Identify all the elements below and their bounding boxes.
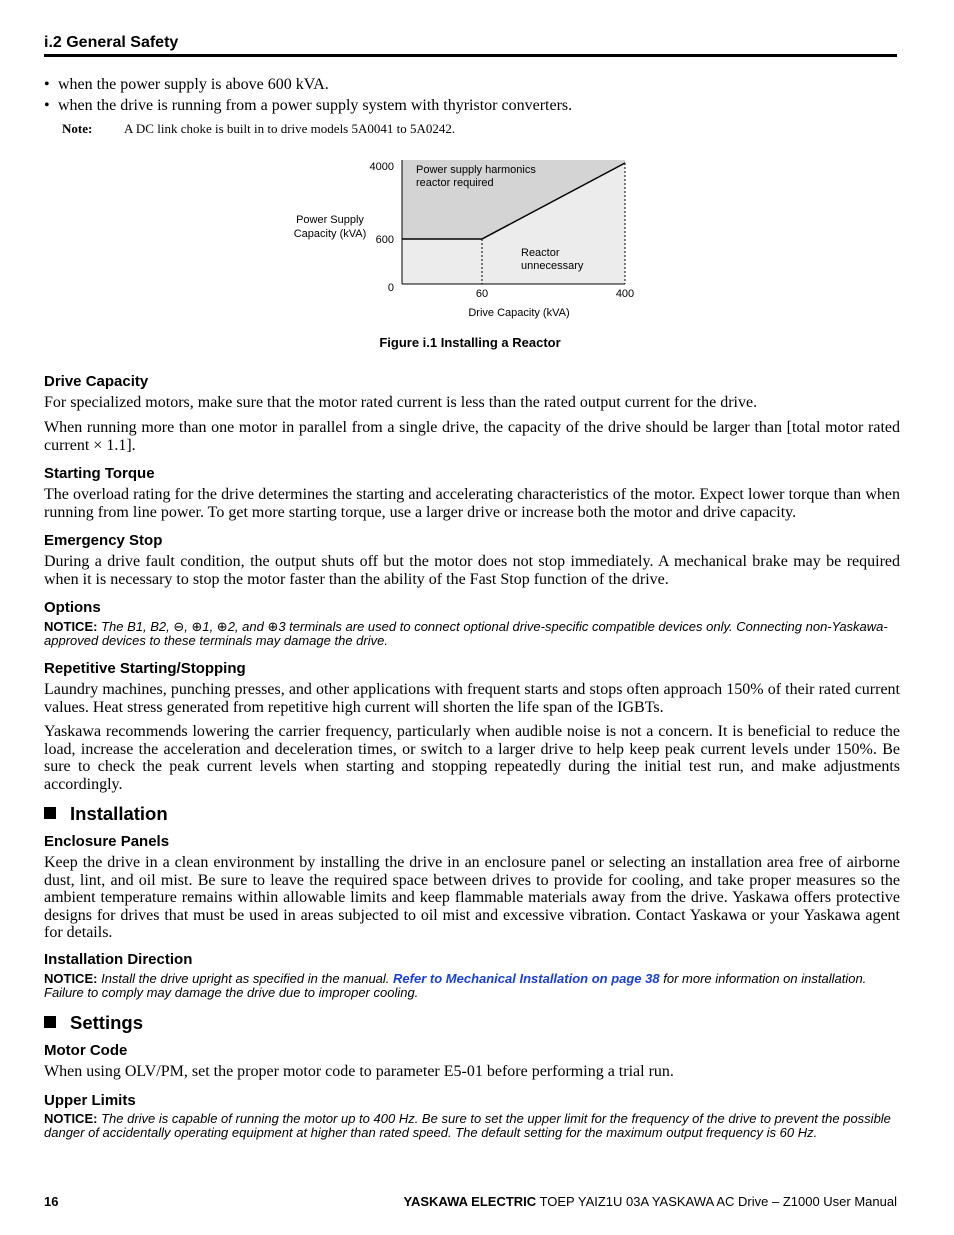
region-below-label-line2: unnecessary [521, 260, 584, 272]
footer-doc-info [404, 1194, 898, 1209]
heading-starting-torque: Starting Torque [44, 465, 155, 482]
paragraph: When using OLV/PM, set the proper motor code to parameter E5-01 before performing a trial run. [44, 1063, 674, 1080]
bullet-text: when the drive is running from a power supply system with thyristor converters. [58, 97, 573, 114]
y-tick-label-0: 0 [387, 282, 394, 294]
y-tick-label-4000: 4000 [369, 161, 394, 173]
notice-label: NOTICE: [44, 971, 98, 986]
heading-repetitive-starting-stopping: Repetitive Starting/Stopping [44, 660, 246, 677]
header-rule [44, 54, 897, 57]
y-axis-label-line2: Capacity (kVA) [293, 228, 367, 240]
paragraph: The overload rating for the drive determines the starting and accelerating characteristics of the motor. Expect lower torque than when running from line power. To get more starting torque, use a larger drive or increase both the motor and drive capacity. [44, 486, 900, 521]
notice-installation [44, 972, 900, 1000]
paragraph: During a drive fault condition, the output shuts off but the motor does not stop immediately. A mechanical brake may be required when it is necessary to stop the motor faster than the ability of the Fast Stop function of the drive. [44, 553, 900, 588]
y-axis-label-line1: Power Supply [296, 214, 364, 226]
paragraph: For specialized motors, make sure that the motor rated current is less than the rated output current for the drive. [44, 394, 758, 411]
x-tick-label-400: 400 [615, 288, 635, 300]
bullet-dot: • [44, 97, 50, 114]
heading-drive-capacity: Drive Capacity [44, 373, 149, 390]
bullet-item [44, 96, 572, 115]
heading-settings [44, 1012, 143, 1034]
footer-doc-title: TOEP YAIZ1U 03A YASKAWA AC Drive – Z1000 User Manual [539, 1194, 897, 1209]
mechanical-installation-link[interactable]: Refer to Mechanical Installation on page 38 [393, 971, 660, 986]
notice-text: The drive is capable of running the motor up to 400 Hz. Be sure to set the upper limit for the frequency of the drive to prevent the possible danger of accidentally operating equipment at higher than rated speed. The default setting for the maximum output frequency is 60 Hz. [44, 1111, 891, 1141]
heading-enclosure-panels: Enclosure Panels [44, 833, 170, 850]
section-header-title: i.2 General Safety [44, 34, 179, 51]
bullet-item [44, 75, 329, 94]
bullet-text: when the power supply is above 600 kVA. [58, 76, 329, 93]
notice-options [44, 620, 900, 648]
notice-upper-limits [44, 1112, 900, 1140]
page-number: 16 [44, 1194, 59, 1209]
notice-text: for more information on installation. Failure to comply may damage the drive due to improper cooling. [44, 971, 867, 1001]
heading-text: Installation [70, 803, 168, 824]
heading-installation [44, 803, 168, 825]
heading-installation-direction: Installation Direction [44, 951, 193, 968]
heading-motor-code: Motor Code [44, 1042, 128, 1059]
paragraph: When running more than one motor in parallel from a single drive, the capacity of the drive should be larger than [total motor rated current × 1.1]. [44, 419, 900, 454]
x-tick-label-60: 60 [475, 288, 489, 300]
heading-upper-limits: Upper Limits [44, 1092, 136, 1109]
figure-caption: Figure i.1 Installing a Reactor [379, 335, 561, 350]
x-axis-label: Drive Capacity (kVA) [468, 307, 570, 319]
paragraph: Laundry machines, punching presses, and other applications with frequent starts and stops often approach 150% of their rated current values. Heat stress generated from repetitive high current will shorten the life span of the IGBTs. [44, 681, 900, 716]
note-text: A DC link choke is built in to drive models 5A0041 to 5A0242. [124, 121, 456, 136]
region-below-label-line1: Reactor [521, 247, 560, 259]
region-above-label-line1: Power supply harmonics [416, 164, 536, 176]
paragraph: Keep the drive in a clean environment by installing the drive in an enclosure panel or selecting an installation area free of airborne dust, lint, and oil mist. Be sure to leave the required space between drives to provide for cooling, and take proper measures so the ambient temperature remains within allowable limits and keep flammable materials away from the drive. Yaskawa offers protective designs for drives that must be used in areas subjected to oil mist and excessive vibration. Contact Yaskawa or your Yaskawa agent for details. [44, 854, 900, 941]
heading-emergency-stop: Emergency Stop [44, 532, 163, 549]
y-tick-label-600: 600 [375, 234, 394, 246]
region-above-label-line2: reactor required [416, 177, 494, 189]
notice-text: Install the drive upright as specified in the manual. [101, 971, 390, 986]
note-label: Note: [62, 121, 93, 136]
bullet-dot: • [44, 76, 50, 93]
footer-brand: YASKAWA ELECTRIC [403, 1194, 537, 1209]
section-square-icon [44, 807, 56, 819]
reactor-chart [280, 150, 660, 325]
notice-text: The B1, B2, ⊖, ⊕1, ⊕2, and ⊕3 terminals are used to connect optional drive-specific compatible devices only. Connecting non-Yaskawa-approved devices to these terminals may damage the drive. [44, 619, 888, 649]
heading-options: Options [44, 599, 101, 616]
notice-label: NOTICE: [44, 619, 98, 634]
paragraph: Yaskawa recommends lowering the carrier frequency, particularly when audible noise is not a concern. It is beneficial to reduce the load, increase the acceleration and deceleration times, or switch to a larger drive to help keep peak current levels under 150%. Be sure to check the peak current levels when starting and stopping repeatedly during the initial test run, and make adjustments accordingly. [44, 723, 900, 793]
heading-text: Settings [70, 1012, 143, 1033]
section-square-icon [44, 1016, 56, 1028]
notice-label: NOTICE: [44, 1111, 98, 1126]
